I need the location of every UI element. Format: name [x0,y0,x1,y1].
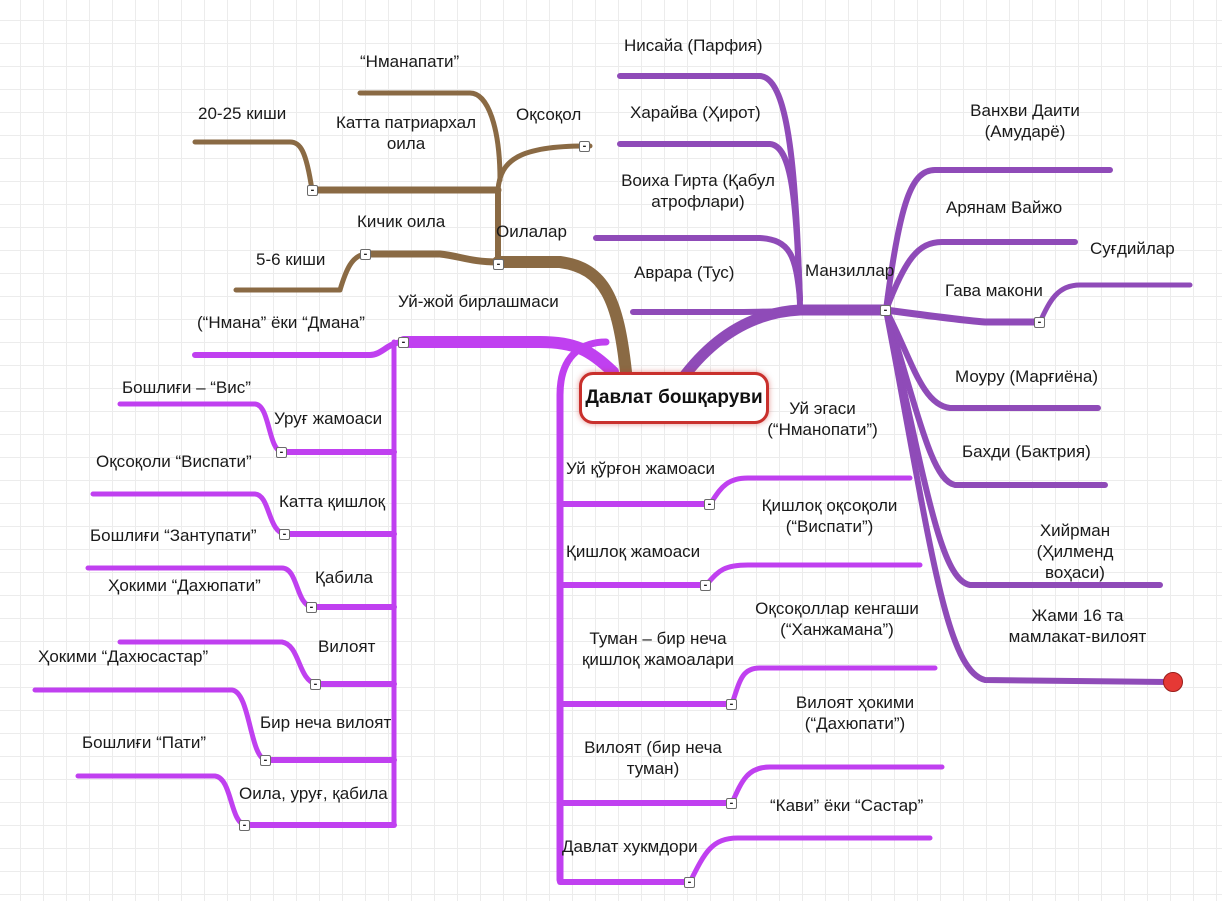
node-kavi[interactable]: “Кави” ёки “Састар” [770,796,924,815]
node-small-family[interactable]: Кичик оила [357,212,446,231]
node-tribe-head[interactable]: Бошлиғи “Зантупати” [90,526,257,545]
toggle-district-collapse[interactable]: - [726,699,737,710]
connector-clan-head [120,404,282,452]
node-province-ruler[interactable]: Ҳокими “Дахюпати” [108,576,261,595]
end-marker-dot[interactable] [1163,672,1183,692]
toggle-household-collapse[interactable]: - [704,499,715,510]
node-haraiva[interactable]: Харайва (Ҳирот) [630,103,761,122]
node-household[interactable]: Уй қўрғон жамоаси [566,459,716,478]
node-ruler[interactable]: Давлат хукмдори [562,837,698,856]
node-big-village-elder[interactable]: Оқсоқоли “Виспати” [96,452,252,471]
node-mouru[interactable]: Моуру (Марғиёна) [955,367,1098,386]
node-hiyrman[interactable]: Хийрман (Ҳилменд воҳаси) [1036,521,1114,582]
toggle-province-collapse[interactable]: - [310,679,321,690]
node-nmanapati[interactable]: “Нманапати” [360,52,460,71]
toggle-big-family-collapse[interactable]: - [307,185,318,196]
central-topic[interactable]: Давлат бошқаруви [579,372,769,424]
node-elders-council[interactable]: Оқсоқоллар кенгаши (“Ханжамана”) [755,599,919,639]
toggle-ruler-collapse[interactable]: - [684,877,695,888]
connector-settlements [685,310,886,375]
toggle-province-b-collapse[interactable]: - [726,798,737,809]
node-clan-head[interactable]: Бошлиғи – “Вис” [122,378,251,397]
node-province-ruler-b[interactable]: Вилоят ҳокими (“Дахюпати”) [795,693,915,733]
node-fct-head[interactable]: Бошлиғи “Пати” [82,733,206,752]
node-vanhvi[interactable]: Ванхви Даити (Амударё) [970,101,1080,141]
node-elder[interactable]: Оқсоқол [516,105,582,124]
connector-sogdians [1040,285,1190,322]
node-householder[interactable]: Уй эгаси (“Нманопати”) [767,399,878,439]
toggle-village-collapse[interactable]: - [700,580,711,591]
node-village-elder[interactable]: Қишлоқ оқсоқоли (“Виспати”) [761,496,898,536]
node-big-family[interactable]: Катта патриархал оила [336,113,476,153]
node-voiha[interactable]: Воиха Гирта (Қабул атрофлари) [621,171,775,211]
toggle-provinces-collapse[interactable]: - [260,755,271,766]
node-nisaya[interactable]: Нисайа (Парфия) [624,36,763,55]
node-province-b[interactable]: Вилоят (бир неча туман) [584,738,722,778]
node-village[interactable]: Қишлоқ жамоаси [566,542,701,561]
toggle-tribe-collapse[interactable]: - [306,602,317,613]
node-province[interactable]: Вилоят [318,637,376,656]
node-sogdians[interactable]: Суғдийлар [1090,239,1175,258]
node-settlements[interactable]: Манзиллар [805,261,895,280]
toggle-fct-collapse[interactable]: - [239,820,250,831]
node-housing[interactable]: Уй-жой бирлашмаси [398,292,559,311]
toggle-housing-collapse[interactable]: - [398,337,409,348]
node-gava[interactable]: Гава макони [945,281,1043,300]
node-big-village[interactable]: Катта қишлоқ [279,492,386,511]
node-aryanam[interactable]: Арянам Вайжо [946,198,1063,217]
toggle-gava-collapse[interactable]: - [1034,317,1045,328]
node-big-family-count[interactable]: 20-25 киши [198,104,287,123]
connector-families [498,262,626,372]
toggle-big-village-collapse[interactable]: - [279,529,290,540]
connector-avrara [633,310,860,312]
toggle-clan-collapse[interactable]: - [276,447,287,458]
toggle-families-collapse[interactable]: - [493,259,504,270]
toggle-small-family-collapse[interactable]: - [360,249,371,260]
connector-gava [886,310,1040,322]
connector-village-elder [706,565,920,585]
connector-kavi [690,838,930,882]
connector-fct-head [78,776,245,825]
node-nmana[interactable]: (“Нмана” ёки “Дмана” [197,313,365,332]
node-provinces[interactable]: Бир неча вилоят [260,713,392,732]
connector-elder [498,146,590,190]
node-small-family-count[interactable]: 5-6 киши [256,250,326,269]
connector-small-family [366,254,498,262]
node-clan[interactable]: Уруғ жамоаси [274,409,383,428]
node-provinces-ruler[interactable]: Ҳокими “Дахюсастар” [38,647,209,666]
node-bahdi[interactable]: Бахди (Бактрия) [962,442,1091,461]
connector-nmana [195,342,404,355]
node-tribe[interactable]: Қабила [315,568,373,587]
node-district[interactable]: Туман – бир неча қишлоқ жамоалари [581,629,735,669]
node-total[interactable]: Жами 16 та мамлакат-вилоят [1008,606,1147,646]
connector-big-family-count [195,142,312,190]
toggle-elder-collapse[interactable]: - [579,141,590,152]
node-avrara[interactable]: Аврара (Тус) [634,263,735,282]
toggle-settlements-collapse[interactable]: - [880,305,891,316]
node-family-clan-tribe[interactable]: Оила, уруғ, қабила [239,784,388,803]
node-families[interactable]: Оилалар [496,222,567,241]
